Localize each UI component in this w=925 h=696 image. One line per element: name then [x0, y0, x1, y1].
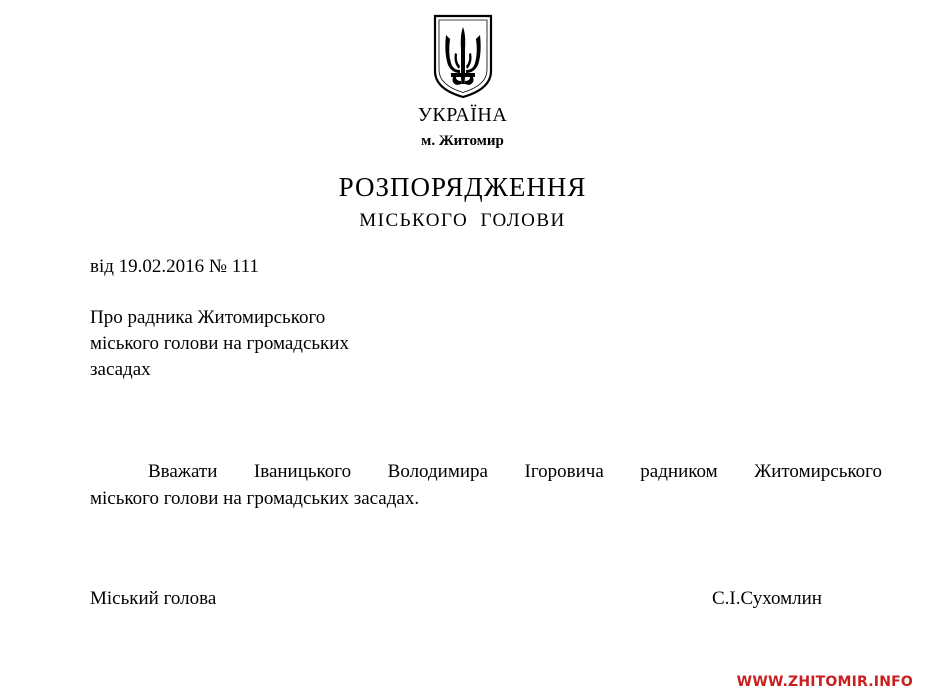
city-name: м. Житомир — [421, 133, 504, 149]
date-and-number: від 19.02.2016 № 111 — [90, 256, 259, 277]
document-subtitle: МІСЬКОГО ГОЛОВИ — [359, 210, 566, 231]
body-word: Іваницького — [253, 461, 352, 482]
body-word: Ігоровича — [524, 461, 604, 482]
body-word: Вважати — [148, 461, 218, 482]
body-word: Житомирського — [754, 461, 882, 482]
trident-coat-of-arms-icon — [431, 13, 495, 99]
order-body — [90, 458, 882, 512]
subject-block — [90, 305, 420, 383]
order-body-line — [90, 458, 882, 485]
subject-line: засадах — [90, 359, 151, 380]
order-body-line: міського голови на громадських засадах. — [90, 488, 420, 509]
country-name: УКРАЇНА — [417, 104, 508, 126]
signatory-position: Міський голова — [90, 588, 217, 609]
body-word: Володимира — [387, 461, 488, 482]
document-title: РОЗПОРЯДЖЕННЯ — [338, 172, 587, 202]
subject-line: Про радника Житомирського — [90, 307, 326, 328]
signatory-name: С.І.Сухомлин — [712, 588, 822, 609]
subject-line: міського голови на громадських — [90, 333, 349, 354]
body-word: радником — [640, 461, 718, 482]
site-watermark: WWW.ZHITOMIR.INFO — [736, 674, 913, 690]
